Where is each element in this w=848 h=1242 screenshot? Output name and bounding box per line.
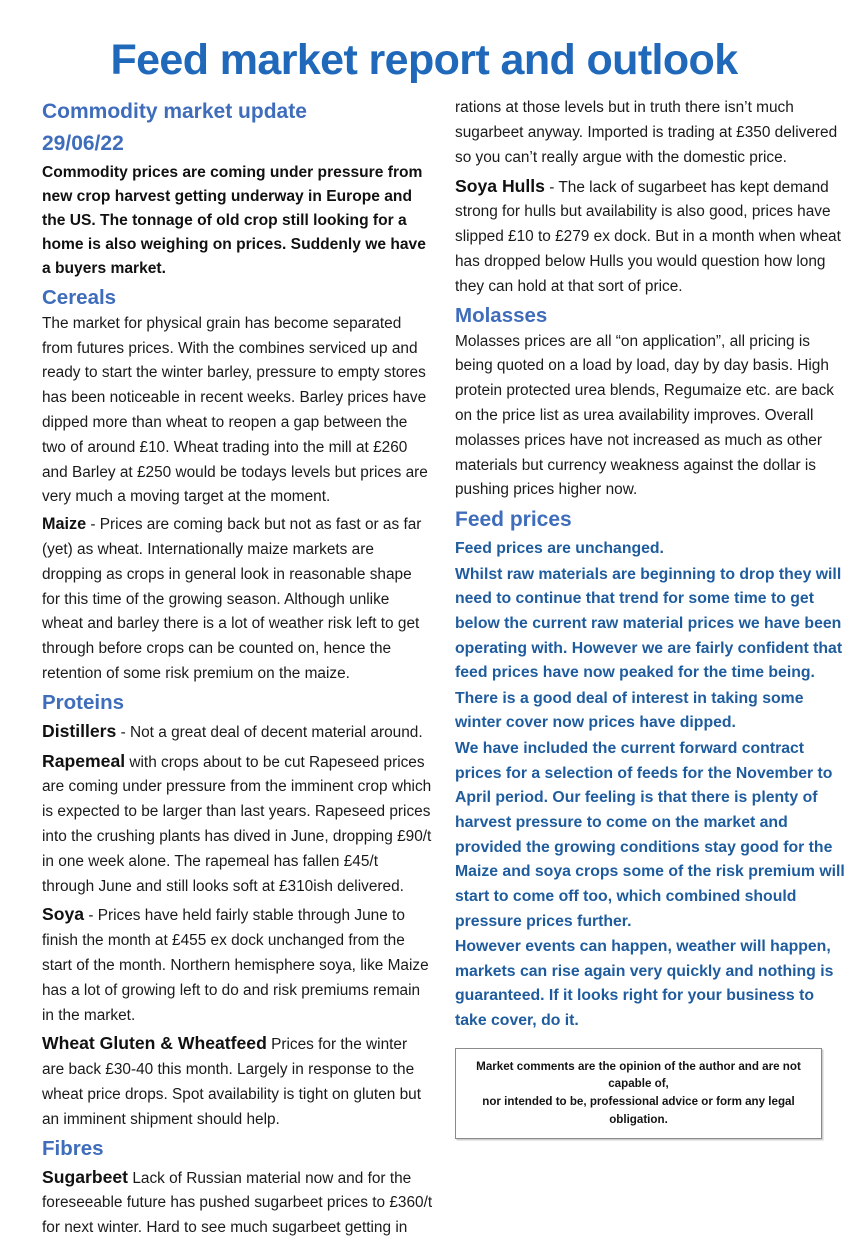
feed-prices-paragraph-1: Feed prices are unchanged. <box>455 539 664 557</box>
molasses-paragraph: Molasses prices are all “on application”, all pricing is being quoted on a load by load, day by day basis. High protein protected urea blends, Regumaize etc. are back on the price list as urea availability improves. Overall molasses prices have not increased as much as other materials but currency weakness against the dollar is pushing prices higher now. <box>455 332 835 499</box>
soya-hulls-label: Soya Hulls <box>455 175 545 196</box>
cereals-paragraph: The market for physical grain has become separated from futures prices. With the combines serviced up and ready to start the winter barley, pressure to empty stores has been noticeable in recent weeks. Barley prices have dipped more than wheat to reopen a gap between the two of around £10. Wheat trading into the mill at £260 and Barley at £250 would be todays levels but prices are very much a moving target at the moment. <box>42 314 428 506</box>
distillers-text: - Not a great deal of decent material around. <box>116 723 423 741</box>
soya-hulls-text: - The lack of sugarbeet has kept demand strong for hulls but availability is also good, prices have slipped £10 to £279 ex dock. But in a month when wheat has dropped below Hulls you would question how long they can hold at that sort of price. <box>455 178 841 295</box>
disclaimer-box <box>455 1048 822 1139</box>
fibres-heading: Fibres <box>42 1136 104 1160</box>
soya-text: - Prices have held fairly stable through June to finish the month at £455 ex dock unchanged from the start of the month. Northern hemisphere soya, like Maize has a lot of growing left to do and risk premiums remain in the market. <box>42 907 429 1024</box>
proteins-heading: Proteins <box>42 690 125 714</box>
sugarbeet-text: Lack of Russian material now and for the foreseeable future has pushed sugarbeet prices to £360/t for next winter. Hard to see much sugarbeet getting in <box>42 1169 433 1237</box>
sugarbeet-continuation-paragraph: rations at those levels but in truth there isn’t much sugarbeet anyway. Imported is trading at £350 delivered so you can’t really argue with the domestic price. <box>455 99 838 166</box>
commodity-market-update-date: 29/06/22 <box>42 131 124 155</box>
sugarbeet-label: Sugarbeet <box>42 1166 129 1187</box>
maize-text: - Prices are coming back but not as fast or as far (yet) as wheat. Internationally maize markets are dropping as crops in general look in reasonable shape for this time of the growing season. Although unlike wheat and barley there is a lot of weather risk left to get through before crops can be counted on, hence the retention of some risk premium on the maize. <box>42 516 422 682</box>
feed-prices-paragraph-3: There is a good deal of interest in taking some winter cover now prices have dipped. <box>455 689 804 732</box>
wheat-gluten-paragraph <box>42 1029 433 1132</box>
rapemeal-paragraph <box>42 747 433 900</box>
disclaimer-line-2: nor intended to be, professional advice or form any legal obligation. <box>482 1094 795 1126</box>
distillers-label: Distillers <box>42 720 117 741</box>
sugarbeet-paragraph <box>42 1163 433 1241</box>
cereals-heading: Cereals <box>42 285 117 309</box>
soya-paragraph <box>42 900 433 1028</box>
disclaimer-line-1: Market comments are the opinion of the author and are not capable of, <box>476 1059 801 1091</box>
right-column <box>455 95 846 1139</box>
feed-prices-paragraph-2: Whilst raw materials are beginning to drop they will need to continue that trend for some time to get below the current raw material prices we have been operating with. However we are fairly confident that feed prices have now peaked for the time being. <box>455 565 843 682</box>
intro-paragraph: Commodity prices are coming under pressure from new crop harvest getting underway in Europe and the US. The tonnage of old crop still looking for a home is also weighing on prices. Suddenly we have a buyers market. <box>42 163 426 277</box>
maize-label: Maize <box>42 515 87 534</box>
two-column-body <box>0 95 848 1242</box>
wheat-gluten-text: Prices for the winter are back £30-40 this month. Largely in response to the wheat price drops. Spot availability is tight on gluten but an imminent shipment should help. <box>42 1036 422 1128</box>
masthead <box>0 0 848 95</box>
left-column <box>42 95 433 1242</box>
wheat-gluten-label: Wheat Gluten & Wheatfeed <box>42 1033 267 1054</box>
maize-paragraph <box>42 511 433 687</box>
feed-prices-paragraph-4: We have included the current forward contract prices for a selection of feeds for the November to April period. Our feeling is that there is plenty of harvest pressure to come on the market and provided the growing conditions stay good for the Maize and soya crops some of the risk premium will start to come off too, which combined should pressure prices further. <box>455 740 845 930</box>
feed-prices-paragraph-5: However events can happen, weather will happen, markets can rise again very quickly and nothing is guaranteed. If it looks right for your business to take cover, do it. <box>455 938 834 1030</box>
distillers-paragraph <box>42 717 433 746</box>
page-title: Feed market report and outlook <box>110 36 738 84</box>
rapemeal-label: Rapemeal <box>42 750 126 771</box>
molasses-heading: Molasses <box>455 303 548 327</box>
soya-label: Soya <box>42 904 85 925</box>
commodity-market-update-heading-line1: Commodity market update <box>42 100 307 124</box>
disclaimer-wrap <box>455 1048 846 1139</box>
rapemeal-text: with crops about to be cut Rapeseed prices are coming under pressure from the imminent crop which is expected to be larger than last years. Rapeseed prices into the crushing plants has dived in June, dropping £90/t in one week alone. The rapemeal has fallen £45/t through June and still looks soft at £310ish delivered. <box>42 753 432 895</box>
feed-prices-heading: Feed prices <box>455 508 572 532</box>
soya-hulls-paragraph <box>455 172 846 300</box>
